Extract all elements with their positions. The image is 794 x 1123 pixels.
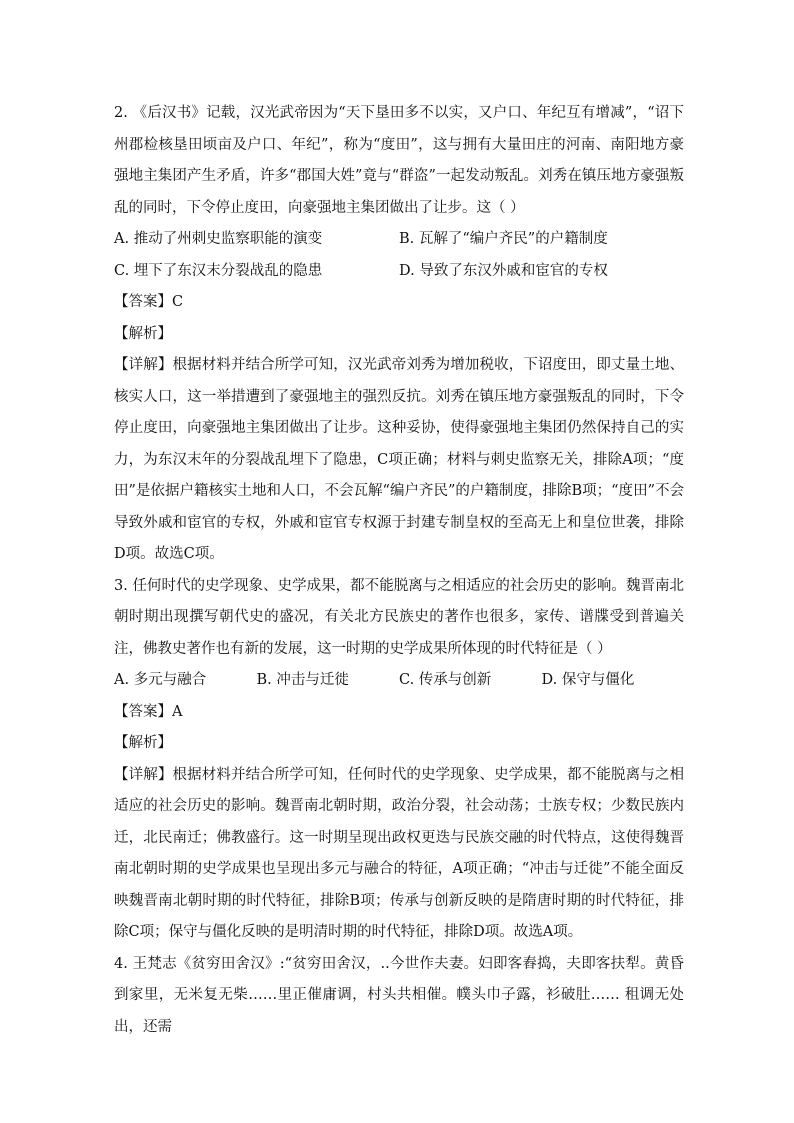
question-2-option-d: D. 导致了东汉外戚和宦官的专权	[399, 262, 608, 279]
question-2-option-c: C. 埋下了东汉末分裂战乱的隐患	[114, 262, 323, 279]
question-3-options-row	[114, 665, 684, 697]
question-3-option-b: B. 冲击与迁徙	[256, 672, 349, 688]
question-2-options-row-2	[114, 256, 684, 288]
question-2-stem: 2. 《后汉书》记载，汉光武帝因为“天下垦田多不以实，又户口、年纪互有增减”，“诏下州郡检核垦田顷亩及户口、年纪”，称为“度田”，这与拥有大量田庄的河南、南阳地方豪强地主集团产生矛盾，许多“郡国大姓”竟与“群盗”一起发动叛乱。刘秀在镇压地方豪强叛乱的同时，下令停止度田，向豪强地主集团做出了让步。这（ ）	[114, 105, 684, 216]
question-3-analysis-label: 【解析】	[114, 735, 172, 751]
question-2-option-a: A. 推动了州刺史监察职能的演变	[114, 231, 323, 247]
document-page	[114, 98, 684, 1043]
question-3-option-c: C. 传承与创新	[399, 672, 492, 688]
question-3-option-a: A. 多元与融合	[114, 672, 207, 688]
question-2-options-row-1	[114, 224, 684, 256]
question-3-detail: 【详解】根据材料并结合所学可知，任何时代的史学现象、史学成果，都不能脱离与之相适应的社会历史的影响。魏晋南北朝时期，政治分裂，社会动荡；士族专权；少数民族内迁，北民南迁；佛教盛行。这一时期呈现出政权更迭与民族交融的时代特点，这使得魏晋南北朝时期的史学成果也呈现出多元与融合的特征，A项正确；“冲击与迁徙”不能全面反映魏晋南北朝时期的时代特征，排除B项；传承与创新反映的是隋唐时期的时代特征，排除C项；保守与僵化反映的是明清时期的时代特征，排除D项。故选A项。	[114, 766, 684, 940]
question-4-stem: 4. 王梵志《贫穷田舍汉》:“贫穷田舍汉，..今世作夫妻。妇即客舂捣，夫即客扶犁。黄昏到家里，无米复无柴……里正催庸调，村头共相催。幞头巾子露，衫破肚…… 租调无处出，还需	[114, 955, 684, 1035]
question-2-detail: 【详解】根据材料并结合所学可知，汉光武帝刘秀为增加税收，下诏度田，即丈量土地、核实人口，这一举措遭到了豪强地主的强烈反抗。刘秀在镇压地方豪强叛乱的同时，下令停止度田，向豪强地主集团做出了让步。这种妥协，使得豪强地主集团仍然保持自己的实力，为东汉末年的分裂战乱埋下了隐患，C项正确；材料与刺史监察无关，排除A项；“度田”是依据户籍核实土地和人口，不会瓦解“编户齐民”的户籍制度，排除B项；“度田”不会导致外戚和宦官的专权，外戚和宦官专权源于封建专制皇权的至高无上和皇位世袭，排除D项。故选C项。	[114, 357, 684, 562]
question-3-stem: 3. 任何时代的史学现象、史学成果，都不能脱离与之相适应的社会历史的影响。魏晋南北朝时期出现撰写朝代史的盛况，有关北方民族史的著作也很多，家传、谱牒受到普遍关注，佛教史著作也有新的发展，这一时期的史学成果所体现的时代特征是（ ）	[114, 577, 684, 657]
question-3-option-d: D. 保守与僵化	[541, 672, 635, 688]
question-2-answer: 【答案】C	[114, 294, 184, 310]
question-3-answer: 【答案】A	[114, 703, 183, 720]
question-2-option-b: B. 瓦解了“编户齐民”的户籍制度	[399, 231, 608, 247]
question-2-analysis-label: 【解析】	[114, 325, 172, 342]
